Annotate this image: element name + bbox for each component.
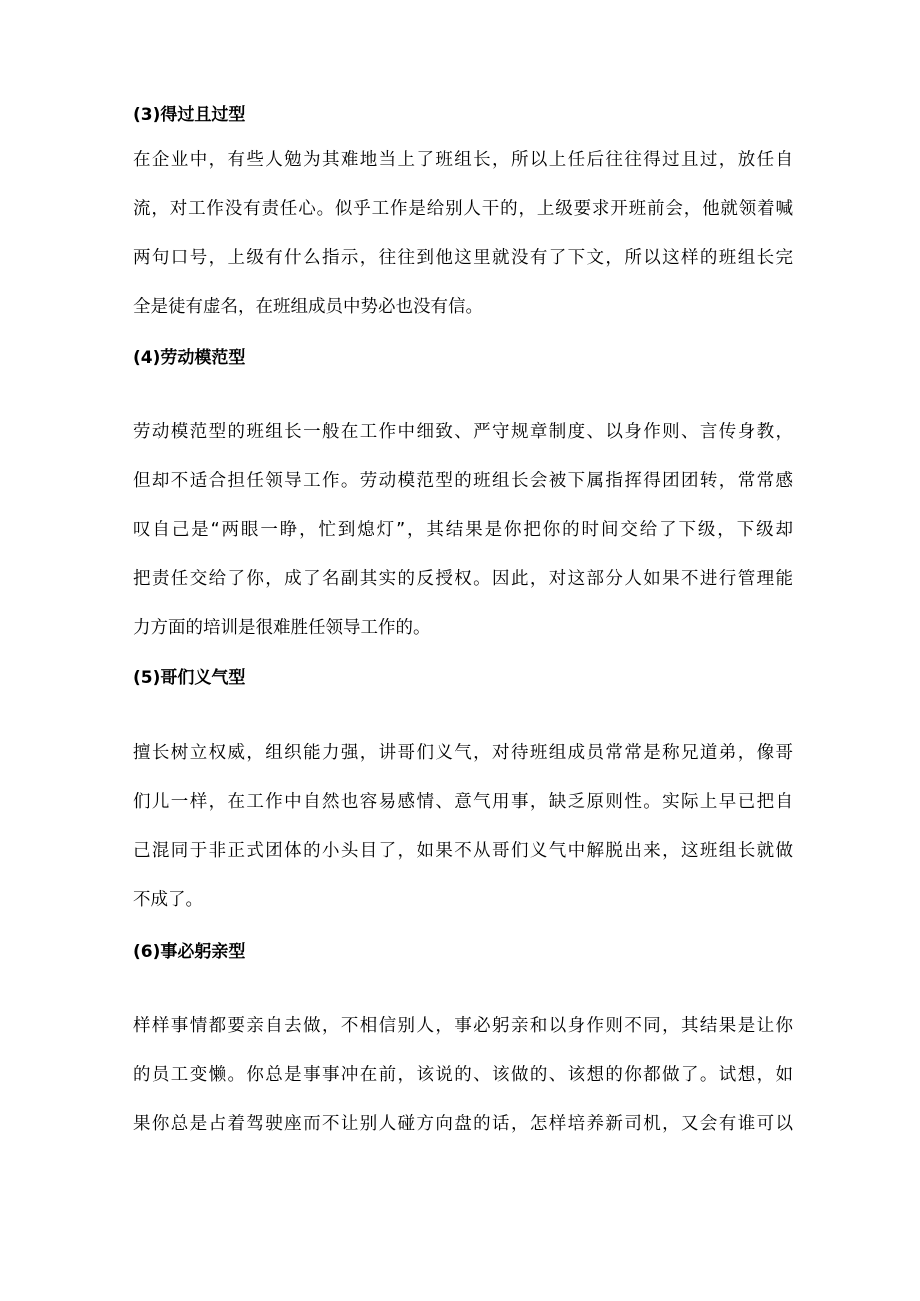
paragraph-line: 己混同于非正式团体的小头目了，如果不从哥们义气中解脱出来，这班组长就做 bbox=[133, 841, 793, 861]
paragraph-line: 但却不适合担任领导工作。劳动模范型的班组长会被下属指挥得团团转，常常感 bbox=[133, 471, 793, 491]
paragraph-line: 在企业中，有些人勉为其难地当上了班组长，所以上任后往往得过且过，放任自 bbox=[133, 150, 793, 170]
paragraph-line: 不成了。 bbox=[133, 890, 203, 910]
paragraph-line: 流，对工作没有责任心。似乎工作是给别人干的，上级要求开班前会，他就领着喊 bbox=[133, 199, 793, 219]
section-paragraph-5 bbox=[133, 729, 793, 925]
section-heading-6: (6)事必躬亲型 bbox=[133, 942, 246, 962]
paragraph-line: 样样事情都要亲自去做，不相信别人，事必躬亲和以身作则不同，其结果是让你 bbox=[133, 1016, 793, 1036]
paragraph-line: 的员工变懒。你总是事事冲在前，该说的、该做的、该想的你都做了。试想，如 bbox=[133, 1065, 793, 1085]
paragraph-line: 力方面的培训是很难胜任领导工作的。 bbox=[133, 618, 431, 638]
paragraph-line: 全是徒有虚名，在班组成员中势必也没有信。 bbox=[133, 297, 483, 317]
section-heading-5: (5)哥们义气型 bbox=[133, 668, 246, 688]
paragraph-line: 擅长树立权威，组织能力强，讲哥们义气，对待班组成员常常是称兄道弟，像哥 bbox=[133, 743, 793, 763]
paragraph-line: 果你总是占着驾驶座而不让别人碰方向盘的话，怎样培养新司机，又会有谁可以 bbox=[133, 1114, 793, 1134]
paragraph-line: 两句口号，上级有什么指示，往往到他这里就没有了下文，所以这样的班组长完 bbox=[133, 248, 793, 268]
section-heading-4: (4)劳动模范型 bbox=[133, 348, 246, 368]
paragraph-line: 叹自己是“两眼一睁，忙到熄灯”，其结果是你把你的时间交给了下级，下级却 bbox=[133, 520, 793, 540]
section-paragraph-3 bbox=[133, 136, 793, 332]
paragraph-line: 劳动模范型的班组长一般在工作中细致、严守规章制度、以身作则、言传身教， bbox=[133, 422, 793, 442]
section-paragraph-4 bbox=[133, 408, 793, 653]
section-paragraph-6 bbox=[133, 1002, 793, 1149]
paragraph-line: 们儿一样，在工作中自然也容易感情、意气用事，缺乏原则性。实际上早已把自 bbox=[133, 792, 793, 812]
section-heading-3: (3)得过且过型 bbox=[133, 105, 246, 125]
paragraph-line: 把责任交给了你，成了名副其实的反授权。因此，对这部分人如果不进行管理能 bbox=[133, 569, 793, 589]
